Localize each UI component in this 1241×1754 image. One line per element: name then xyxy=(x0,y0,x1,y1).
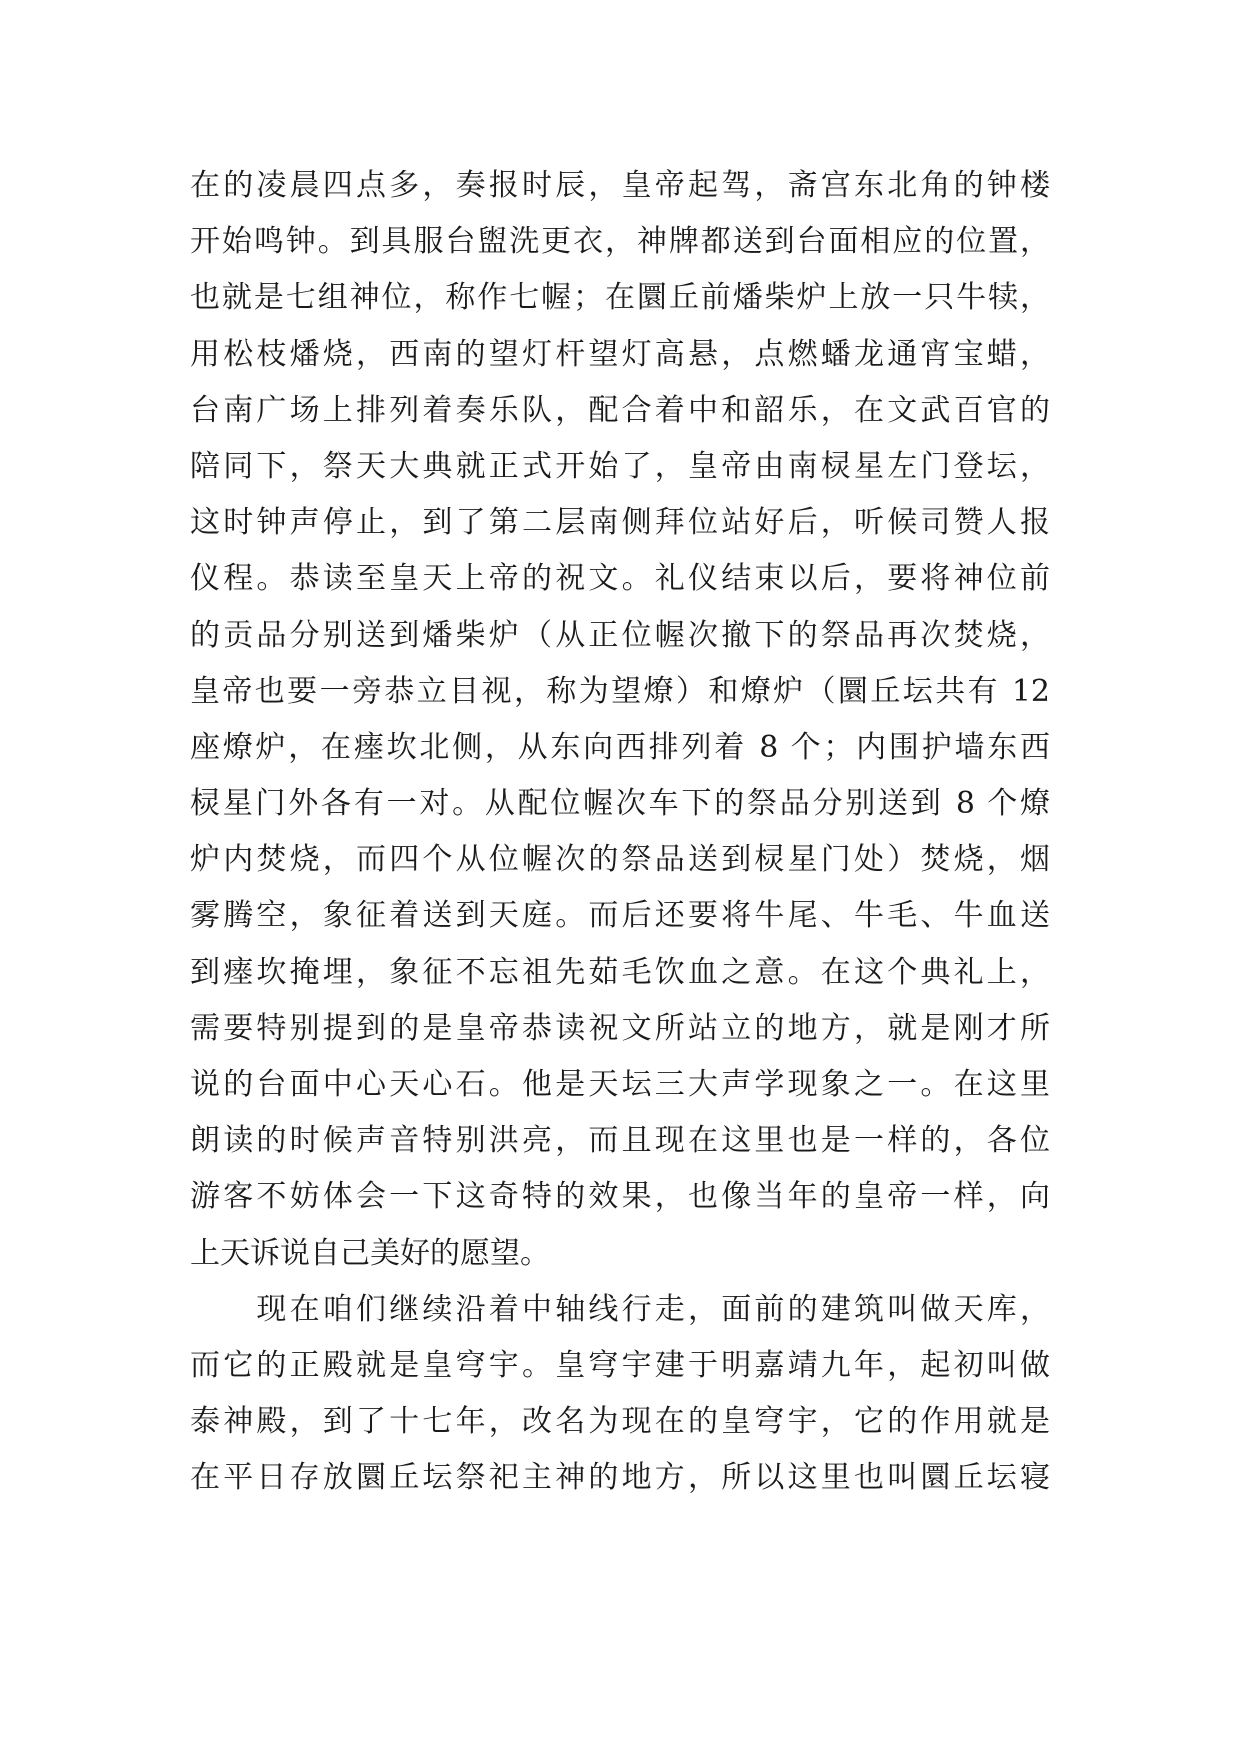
text-line: 棂星门外各有一对。从配位幄次车下的祭品分别送到 8 个燎 xyxy=(190,786,1050,822)
text-line: 炉内焚烧，而四个从位幄次的祭品送到棂星门处）焚烧，烟 xyxy=(190,842,1050,878)
text-line: 泰神殿，到了十七年，改名为现在的皇穹宇，它的作用就是 xyxy=(190,1404,1050,1440)
text-line: 仪程。恭读至皇天上帝的祝文。礼仪结束以后，要将神位前 xyxy=(190,561,1050,597)
text-line: 朗读的时候声音特别洪亮，而且现在这里也是一样的，各位 xyxy=(190,1123,1050,1159)
body-text xyxy=(190,158,1050,1507)
text-line: 的贡品分别送到燔柴炉（从正位幄次撤下的祭品再次焚烧， xyxy=(190,617,1050,653)
paragraph-2 xyxy=(190,1282,1050,1507)
paragraph-1 xyxy=(190,158,1050,1282)
text-line: 上天诉说自己美好的愿望。 xyxy=(190,1235,550,1271)
text-line: 也就是七组神位，称作七幄；在圜丘前燔柴炉上放一只牛犊， xyxy=(190,280,1050,316)
text-line: 在平日存放圜丘坛祭祀主神的地方，所以这里也叫圜丘坛寝 xyxy=(190,1460,1050,1496)
text-line: 陪同下，祭天大典就正式开始了，皇帝由南棂星左门登坛， xyxy=(190,448,1050,484)
text-line: 而它的正殿就是皇穹宇。皇穹宇建于明嘉靖九年，起初叫做 xyxy=(190,1347,1050,1383)
text-line: 皇帝也要一旁恭立目视，称为望燎）和燎炉（圜丘坛共有 12 xyxy=(190,673,1050,709)
text-line: 开始鸣钟。到具服台盥洗更衣，神牌都送到台面相应的位置， xyxy=(190,224,1050,260)
text-line: 说的台面中心天心石。他是天坛三大声学现象之一。在这里 xyxy=(190,1067,1050,1102)
text-line: 用松枝燔烧，西南的望灯杆望灯高悬，点燃蟠龙通宵宝蜡， xyxy=(190,336,1050,372)
text-line: 现在咱们继续沿着中轴线行走，面前的建筑叫做天库， xyxy=(190,1291,1050,1327)
text-line: 到瘗坎掩埋，象征不忘祖先茹毛饮血之意。在这个典礼上， xyxy=(190,954,1050,990)
text-line: 台南广场上排列着奏乐队，配合着中和韶乐，在文武百官的 xyxy=(190,392,1050,428)
text-line: 这时钟声停止，到了第二层南侧拜位站好后，听候司赞人报 xyxy=(190,505,1050,541)
text-line: 座燎炉，在瘗坎北侧，从东向西排列着 8 个；内围护墙东西 xyxy=(190,729,1050,765)
text-line: 游客不妨体会一下这奇特的效果，也像当年的皇帝一样，向 xyxy=(190,1179,1050,1215)
text-line: 在的凌晨四点多，奏报时辰，皇帝起驾，斋宫东北角的钟楼 xyxy=(190,168,1050,203)
text-line: 雾腾空，象征着送到天庭。而后还要将牛尾、牛毛、牛血送 xyxy=(190,898,1050,934)
text-line: 需要特别提到的是皇帝恭读祝文所站立的地方，就是刚才所 xyxy=(190,1010,1050,1046)
